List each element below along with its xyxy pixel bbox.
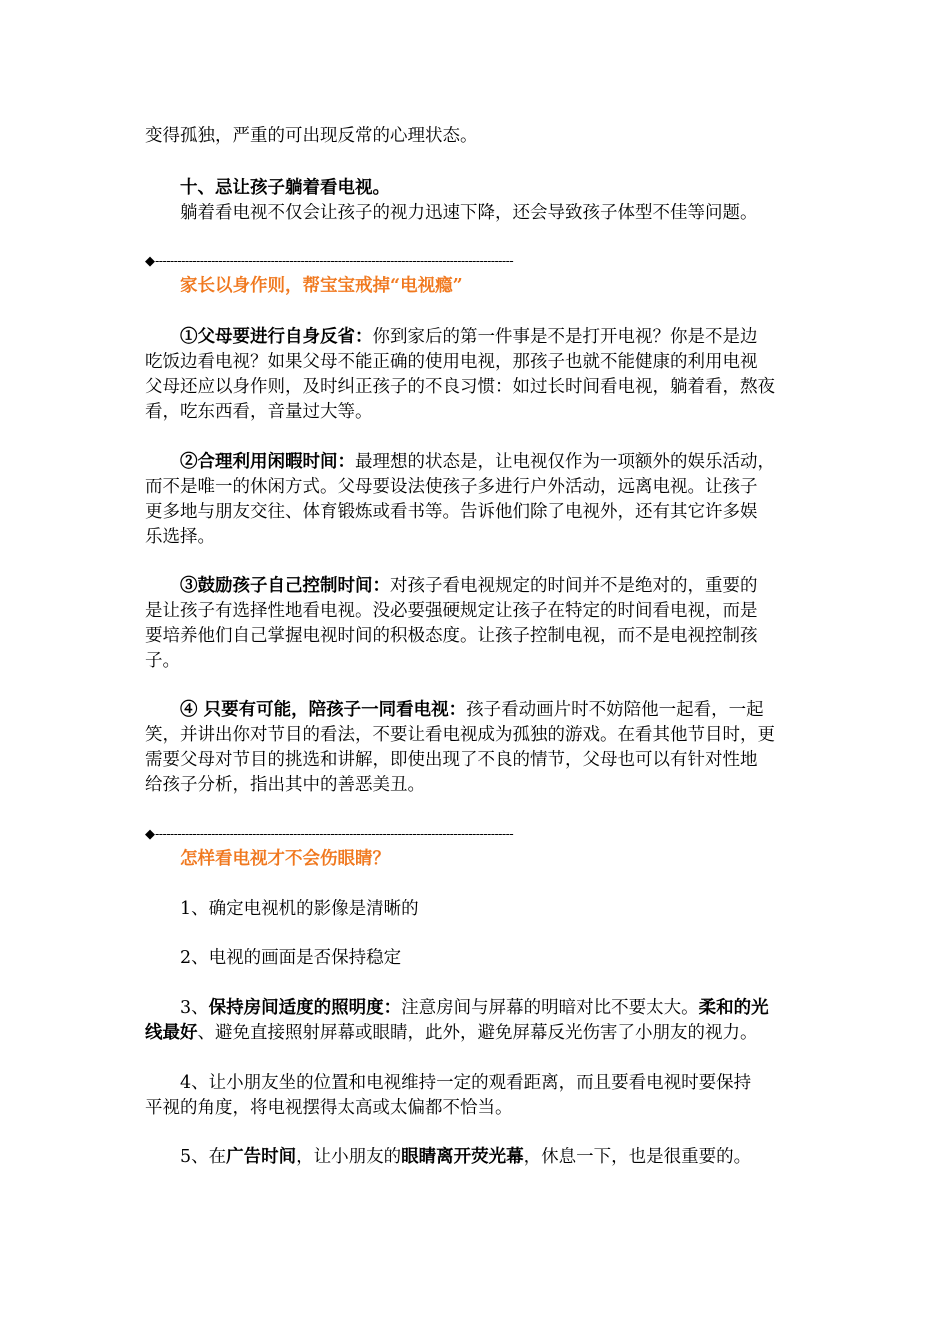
section1-p3-line3: 要培养他们自己掌握电视时间的积极态度。让孩子控制电视，而不是电视控制孩 (145, 626, 758, 646)
section-divider-1 (145, 254, 513, 269)
section1-p1-line4: 看，吃东西看，音量过大等。 (145, 402, 373, 422)
section2-item2: 2、电视的画面是否保持稳定 (180, 948, 402, 968)
section1-p4-line3: 需要父母对节目的挑选和讲解，即使出现了不良的情节，父母也可以有针对性地 (145, 750, 758, 770)
diamond-bullet-icon: ◆ (145, 827, 155, 842)
intro-tail-text: 变得孤独，严重的可出现反常的心理状态。 (145, 126, 478, 146)
section2-item4-line1: 4、让小朋友坐的位置和电视维持一定的观看距离，而且要看电视时要保持 (180, 1073, 752, 1093)
p1-lead: ①父母要进行自身反省： (180, 327, 373, 347)
section1-p2-line2: 而不是唯一的休闲方式。父母要设法使孩子多进行户外活动，远离电视。让孩子 (145, 477, 758, 497)
rule10-body: 躺着看电视不仅会让孩子的视力迅速下降，还会导致孩子体型不佳等问题。 (180, 203, 758, 223)
section1-p3-line1: ③鼓励孩子自己控制时间：对孩子看电视规定的时间并不是绝对的，重要的 (180, 576, 758, 596)
section1-heading: 家长以身作则，帮宝宝戒掉“电视瘾” (180, 276, 463, 296)
section1-p1-line1: ①父母要进行自身反省：你到家后的第一件事是不是打开电视？你是不是边 (180, 327, 758, 347)
section1-p3-line4: 子。 (145, 651, 180, 671)
section2-item5: 5、在广告时间，让小朋友的眼睛离开荧光幕，休息一下，也是很重要的。 (180, 1147, 752, 1167)
section1-p4-line4: 给孩子分析，指出其中的善恶美丑。 (145, 775, 425, 795)
p3-lead: ③鼓励孩子自己控制时间： (180, 576, 390, 596)
section2-item4-line2: 平视的角度，将电视摆得太高或太偏都不恰当。 (145, 1098, 513, 1118)
item3-lead: 保持房间适度的照明度： (208, 998, 402, 1018)
p2-lead: ②合理利用闲暇时间： (180, 452, 355, 472)
section1-p3-line2: 是让孩子有选择性地看电视。没必要强硬规定让孩子在特定的时间看电视，而是 (145, 601, 758, 621)
section1-p4-line1: ④ 只要有可能，陪孩子一同看电视：孩子看动画片时不妨陪他一起看，一起 (180, 700, 764, 720)
divider-dashes: ------------------------------------------------------------------------------------------------ (155, 827, 514, 841)
divider-dashes: ------------------------------------------------------------------------------------------------ (155, 254, 514, 268)
diamond-bullet-icon: ◆ (145, 254, 155, 269)
section1-p2-line1: ②合理利用闲暇时间：最理想的状态是，让电视仅作为一项额外的娱乐活动， (180, 452, 775, 472)
rule10-title: 十、忌让孩子躺着看电视。 (180, 178, 390, 198)
section1-p1-line2: 吃饭边看电视？如果父母不能正确的使用电视，那孩子也就不能健康的利用电视 (145, 352, 758, 372)
p4-lead: ④ 只要有可能，陪孩子一同看电视： (180, 700, 467, 720)
section2-item3-line2: 线最好、避免直接照射屏幕或眼睛，此外，避免屏幕反光伤害了小朋友的视力。 (145, 1023, 758, 1043)
section1-p2-line3: 更多地与朋友交往、体育锻炼或看书等。告诉他们除了电视外，还有其它许多娱 (145, 502, 758, 522)
section1-p1-line3: 父母还应以身作则，及时纠正孩子的不良习惯：如过长时间看电视，躺着看，熬夜 (145, 377, 775, 397)
section2-item1: 1、确定电视机的影像是清晰的 (180, 899, 419, 919)
section-divider-2 (145, 827, 513, 842)
section2-heading: 怎样看电视才不会伤眼睛？ (180, 849, 390, 869)
section2-item3-line1: 3、保持房间适度的照明度：注意房间与屏幕的明暗对比不要太大。柔和的光 (180, 998, 769, 1018)
section1-p2-line4: 乐选择。 (145, 527, 215, 547)
section1-p4-line2: 笑，并讲出你对节目的看法，不要让看电视成为孤独的游戏。在看其他节目时，更 (145, 725, 775, 745)
